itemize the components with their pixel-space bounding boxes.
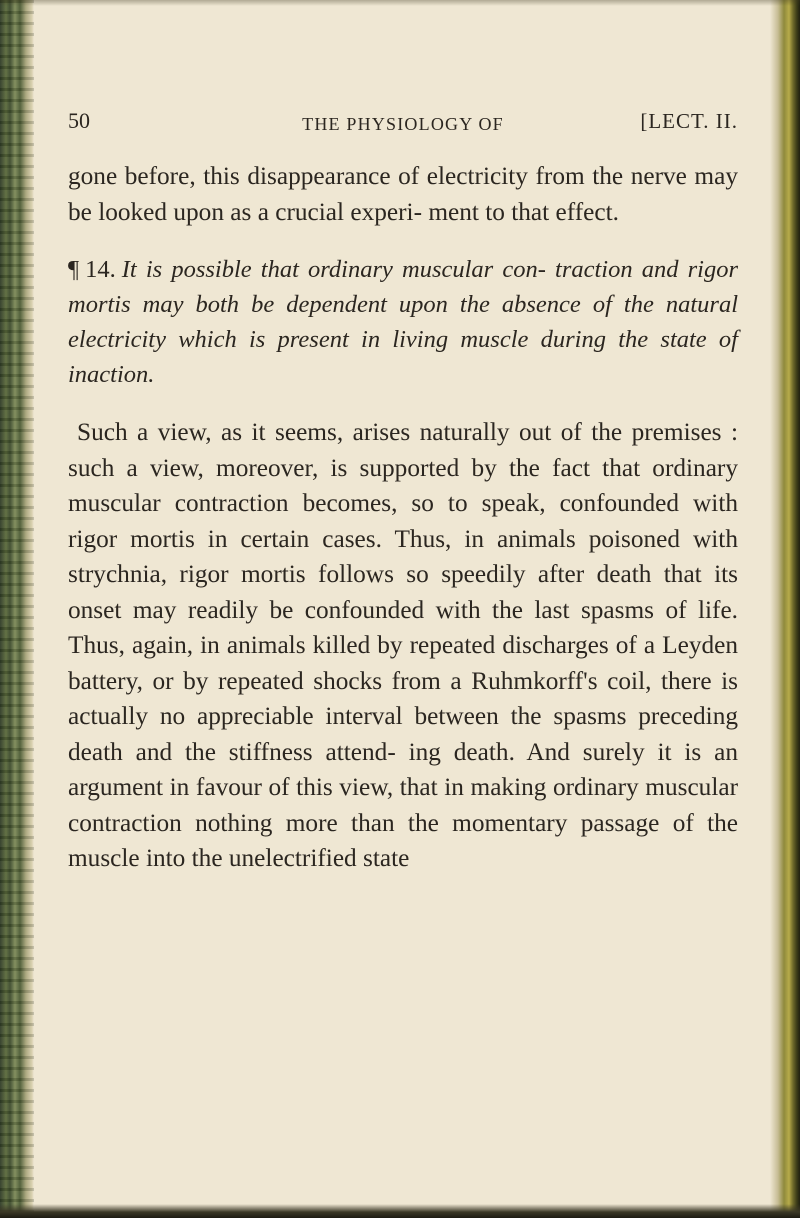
running-title: THE PHYSIOLOGY OF (302, 114, 504, 134)
lecture-reference: [LECT. II. (640, 109, 738, 133)
page-header (68, 100, 738, 140)
pilcrow-mark: ¶ (68, 256, 80, 283)
page-edge-bottom (0, 1204, 800, 1218)
book-spine-shadow (0, 0, 34, 1218)
book-page (68, 100, 738, 877)
section-heading (68, 252, 738, 392)
page-edge-top (0, 0, 800, 6)
section-heading-text: It is possible that ordinary muscular con- traction and rigor mortis may both be dependent upon the absence of the natural electricity which is present in living muscle during the state of inaction. (68, 256, 738, 388)
continuation-paragraph: gone before, this disappearance of electricity from the nerve may be looked upon as a crucial experi- ment to that effect. (68, 162, 738, 226)
page-number: 50 (68, 108, 90, 133)
body-paragraph: Such a view, as it seems, arises naturally out of the premises : such a view, moreover, is supported by the fact that ordinary muscular contraction becomes, so to speak, confounded with rigor mortis in certain cases. Thus, in animals poisoned with strychnia, rigor mortis follows so speedily after death that its onset may readily be confounded with the last spasms of life. Thus, again, in animals killed by repeated discharges of a Leyden battery, or by repeated shocks from a Ruhmkorff's coil, there is actually no appreciable interval between the spasms preceding death and the stiffness attend- ing death. And surely it is an argument in favour of this view, that in making ordinary muscular contraction nothing more than the momentary passage of the muscle into the unelectrified state (68, 418, 738, 872)
section-number: 14. (85, 256, 116, 283)
page-edge-right (770, 0, 800, 1218)
